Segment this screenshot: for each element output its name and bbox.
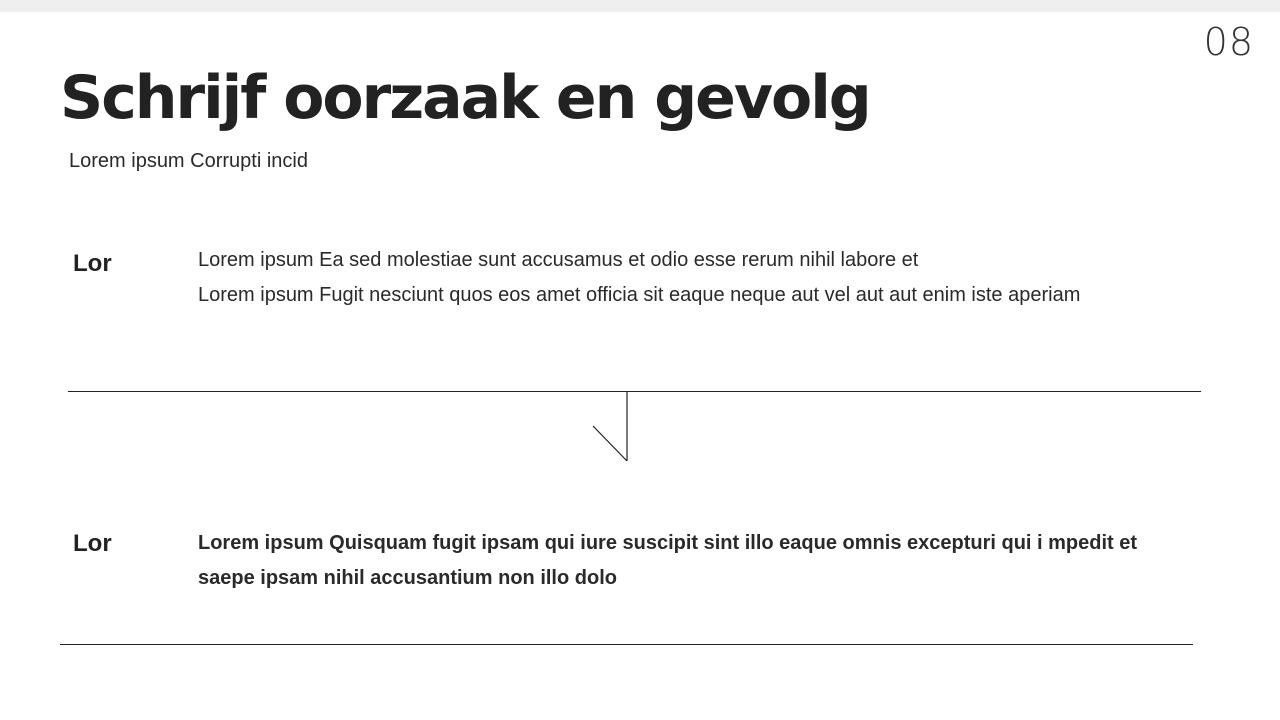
cause-label: Lor [73, 250, 112, 277]
effect-text: Lorem ipsum Quisquam fugit ipsam qui iure suscipit sint illo eaque omnis excepturi qui i mpedit et saepe ipsam nihil accusantium non illo dolo [198, 532, 1138, 589]
arrow-down-icon [590, 391, 630, 463]
cause-text [198, 243, 1128, 313]
cause-text-line: Lorem ipsum Fugit nesciunt quos eos amet officia sit eaque neque aut vel aut aut enim iste aperiam [198, 284, 1081, 306]
cause-divider [68, 391, 1201, 392]
effect-divider [60, 644, 1193, 645]
page-subtitle: Lorem ipsum Corrupti incid [69, 150, 308, 172]
page-number: 08 [1203, 20, 1254, 64]
effect-label: Lor [73, 530, 112, 557]
cause-text-line: Lorem ipsum Ea sed molestiae sunt accusamus et odio esse rerum nihil labore et [198, 249, 919, 271]
page-title: Schrijf oorzaak en gevolg [60, 63, 870, 133]
top-strip [0, 0, 1280, 12]
